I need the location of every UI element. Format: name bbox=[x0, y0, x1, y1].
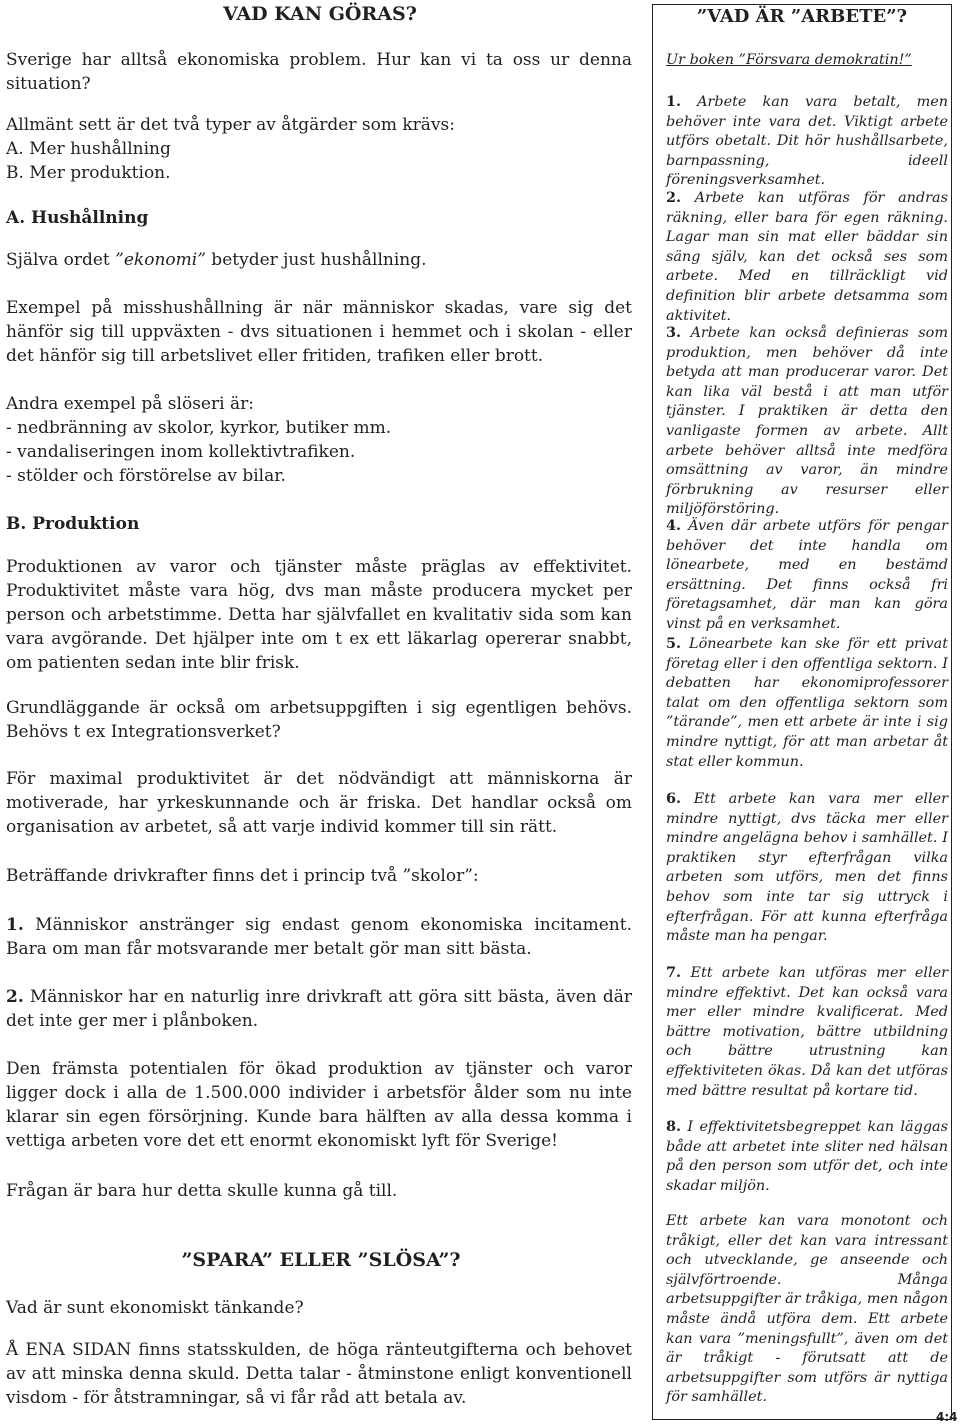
item-text: Arbete kan också definieras som produktion, men behöver då inte betyda att man producerar varor. Det kan lika väl bestå i att man utför tjänster. I praktiken är detta den vanligaste formen av arbete. Allt arbete behöver alltså inte medföra omsättning av varor, än mindre förbrukning av resurser eller miljöförstöring. bbox=[666, 325, 948, 518]
item-number: 1. bbox=[666, 93, 682, 110]
sidebar-item-2 bbox=[666, 188, 948, 326]
item-text: Även där arbete utförs för pengar behöver det inte handla om lönearbete, med en bestämd ersättning. Det finns också fri företagsamhet, där man kan göra vinst på en verksamhet. bbox=[666, 518, 948, 632]
page-title: VAD KAN GÖRAS? bbox=[223, 3, 417, 25]
section-b-heading: B. Produktion bbox=[6, 514, 140, 534]
list-item: - vandaliseringen inom kollektivtrafiken. bbox=[6, 442, 356, 462]
sound-question: Vad är sunt ekonomiskt tänkande? bbox=[6, 1298, 304, 1318]
intro-paragraph: Sverige har alltså ekonomiska problem. Hur kan vi ta oss ur denna situation? bbox=[6, 50, 632, 94]
item-number: 2. bbox=[666, 189, 682, 206]
sidebar-item-8 bbox=[666, 1117, 948, 1196]
school-2-paragraph bbox=[6, 985, 632, 1033]
list-item: - stölder och förstörelse av bilar. bbox=[6, 466, 286, 486]
item-text: I effektivitetsbegreppet kan läggas både att arbetet inte sliter ned hälsan på den person som utför det, och inte skadar miljön. bbox=[666, 1119, 948, 1194]
school-1-paragraph bbox=[6, 913, 632, 961]
economy-post: betyder just hushållning. bbox=[205, 250, 427, 270]
school-1-number: 1. bbox=[6, 915, 24, 935]
sidebar-item-3 bbox=[666, 323, 948, 520]
sidebar-closing bbox=[666, 1212, 948, 1408]
item-number: 3. bbox=[666, 324, 682, 341]
measures-heading: Allmänt sett är det två typer av åtgärder som krävs: bbox=[6, 115, 455, 135]
sidebar-item-6 bbox=[666, 789, 948, 947]
item-text: Arbete kan utföras för andras räkning, eller bara för egen räkning. Lagar man sin mat eller bäddar sin säng själv, kan det också ses som arbete. Med en tillräckligt vid definition blir arbete detsamma som aktivitet. bbox=[666, 190, 948, 324]
waste-list-heading: Andra exempel på slöseri är: bbox=[6, 394, 254, 414]
sidebar-item-7 bbox=[666, 963, 948, 1101]
item-text: Ett arbete kan vara mer eller mindre nyttigt, dvs täcka mer eller mindre angelägna behov i samhället. I praktiken styr efterfrågan vilka arbeten som utförs, men det finns behov som inte tar sig uttryck i efterfrågan. För att kunna efterfråga måste man ha pengar. bbox=[666, 791, 948, 945]
measure-b: B. Mer produktion. bbox=[6, 163, 171, 183]
waste-list bbox=[6, 392, 632, 488]
section-a-heading: A. Hushållning bbox=[6, 208, 149, 228]
potential-paragraph: Den främsta potentialen för ökad produktion av tjänster och varor ligger dock i alla de 1.500.000 individer i arbetsför ålder som nu inte klarar sin egen försörjning. Kunde bara hälften av alla dessa komma i vettiga arbeten vore det ett enormt ekonomiskt lyft för Sverige! bbox=[6, 1059, 632, 1151]
item-text: Ett arbete kan utföras mer eller mindre effektivt. Det kan också vara mer eller mindre kvalificerat. Med bättre motivation, bättre utbildning och bättre utrustning kan effektiviteten ökas. Då kan det utföras med bättre resultat på kortare tid. bbox=[666, 965, 948, 1099]
item-text: Lönearbete kan ske för ett privat företag eller i den offentliga sektorn. I debatten har ekonomiprofessorer talat om den offentliga sektorn som ”tärande”, men ett arbete är inte i sig mindre nyttigt, för att man arbetar åt stat eller kommun. bbox=[666, 636, 948, 770]
item-number: 5. bbox=[666, 635, 682, 652]
sidebar-title: ”VAD ÄR ”ARBETE”? bbox=[696, 6, 908, 27]
sidebar-item-5 bbox=[666, 634, 948, 772]
economy-paragraph bbox=[6, 248, 632, 272]
measure-a: A. Mer hushållning bbox=[6, 139, 171, 159]
production-paragraph-1: Produktionen av varor och tjänster måste präglas av effektivitet. Produktivitet måste vara hög, dvs man måste producera mycket per person och arbetstimme. Detta har självfallet en kvalitativ sida som kan vara avgörande. Det hjälper inte om t ex ett läkarlag opererar snabbt, om patienten sedan inte blir frisk. bbox=[6, 557, 632, 673]
waste-example-paragraph: Exempel på misshushållning är när människor skadas, vare sig det hänför sig till uppväxten - dvs situationen i hemmet och i skolan - eller det hänför sig till arbetslivet eller fritiden, trafiken eller brott. bbox=[6, 298, 632, 366]
school-1-text: Människor anstränger sig endast genom ekonomiska incitament. Bara om man får motsvarande mer betalt gör man sitt bästa. bbox=[6, 915, 632, 959]
page-number: 4:4 bbox=[936, 1410, 958, 1424]
list-item: - nedbränning av skolor, kyrkor, butiker mm. bbox=[6, 418, 392, 438]
item-text: Arbete kan vara betalt, men behöver inte vara det. Viktigt arbete utförs obetalt. Dit hör hushållsarbete, barnpassning, ideell föreningsverksamhet. bbox=[666, 94, 948, 189]
school-2-number: 2. bbox=[6, 987, 24, 1007]
item-number: 7. bbox=[666, 964, 682, 981]
economy-pre: Själva ordet bbox=[6, 250, 116, 270]
one-side-paragraph: Å ENA SIDAN finns statsskulden, de höga ränteutgifterna och behovet av att minska denna skuld. Detta talar - åtminstone enligt konventionell visdom - för åtstramningar, så vi får råd att betala av. bbox=[6, 1340, 632, 1408]
economy-word: ”ekonomi” bbox=[115, 250, 206, 270]
production-paragraph-3: För maximal produktivitet är det nödvändigt att människorna är motiverade, har yrkeskunnande och är friska. Det handlar också om organisation av arbetet, så att varje individ kommer till sin rätt. bbox=[6, 769, 632, 837]
question-paragraph: Frågan är bara hur detta skulle kunna gå till. bbox=[6, 1181, 398, 1201]
schools-heading: Beträffande drivkrafter finns det i princip två ”skolor”: bbox=[6, 866, 479, 886]
school-2-text: Människor har en naturlig inre drivkraft att göra sitt bästa, även där det inte ger mer i plånboken. bbox=[6, 987, 632, 1031]
sidebar-source: Ur boken ”Försvara demokratin!” bbox=[666, 52, 912, 68]
item-number: 6. bbox=[666, 790, 682, 807]
sidebar-item-4 bbox=[666, 516, 948, 635]
item-number: 4. bbox=[666, 517, 682, 534]
production-paragraph-2: Grundläggande är också om arbetsuppgiften i sig egentligen behövs. Behövs t ex Integrationsverket? bbox=[6, 698, 632, 742]
spara-title: ”SPARA” ELLER ”SLÖSA”? bbox=[181, 1249, 461, 1271]
measures-list bbox=[6, 113, 632, 185]
item-number: 8. bbox=[666, 1118, 682, 1135]
sidebar-item-1 bbox=[666, 92, 948, 191]
closing-text: Ett arbete kan vara monotont och tråkigt, eller det kan vara intressant och utvecklande, ge anseende och självförtroende. Många arbetsuppgifter är tråkiga, men någon måste ändå utföra dem. Ett arbete kan vara ”meningsfullt”, även om det är tråkigt - förutsatt att de arbetsuppgifter som utförs är nyttiga för samhället. bbox=[666, 1213, 948, 1406]
